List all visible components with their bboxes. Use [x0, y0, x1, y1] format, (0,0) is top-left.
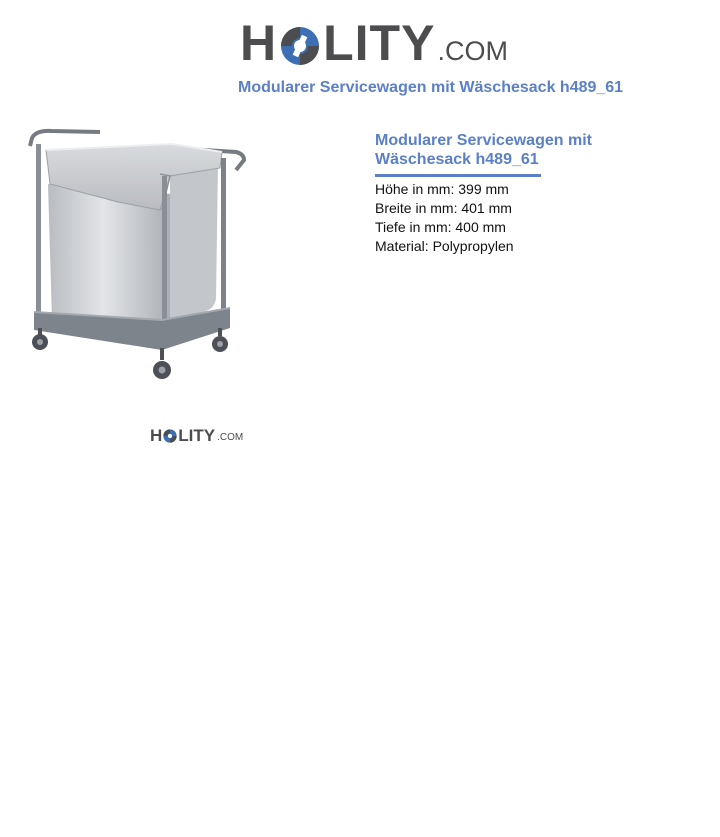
page-title: Modularer Servicewagen mit Wäschesack h489_61 — [238, 79, 624, 96]
spec-material: Material: Polypropylen — [375, 238, 514, 254]
product-details — [375, 131, 635, 256]
small-logo-letters-lity: LITY — [178, 426, 216, 445]
spec-depth: Tiefe in mm: 400 mm — [375, 219, 506, 235]
logo-domain: .COM — [437, 36, 508, 66]
holity-logo[interactable] — [240, 12, 508, 71]
spec-width: Breite in mm: 401 mm — [375, 200, 512, 216]
holity-logo-o-icon-small — [163, 429, 177, 443]
logo-wordmark — [240, 15, 508, 71]
holity-logo-o-icon — [280, 26, 320, 66]
spec-list — [375, 180, 635, 256]
small-logo-wordmark — [150, 427, 243, 444]
service-cart-with-laundry-bag-image — [22, 124, 254, 390]
title-divider — [375, 174, 541, 177]
small-logo-domain: .COM — [217, 432, 244, 443]
product-title: Modularer Servicewagen mit Wäschesack h489_61 — [375, 132, 592, 168]
small-logo-letter-h: H — [150, 426, 163, 445]
spec-height: Höhe in mm: 399 mm — [375, 181, 509, 197]
logo-letter-h: H — [240, 15, 278, 71]
logo-letters-lity: LITY — [323, 15, 436, 71]
holity-logo-small — [150, 424, 244, 445]
